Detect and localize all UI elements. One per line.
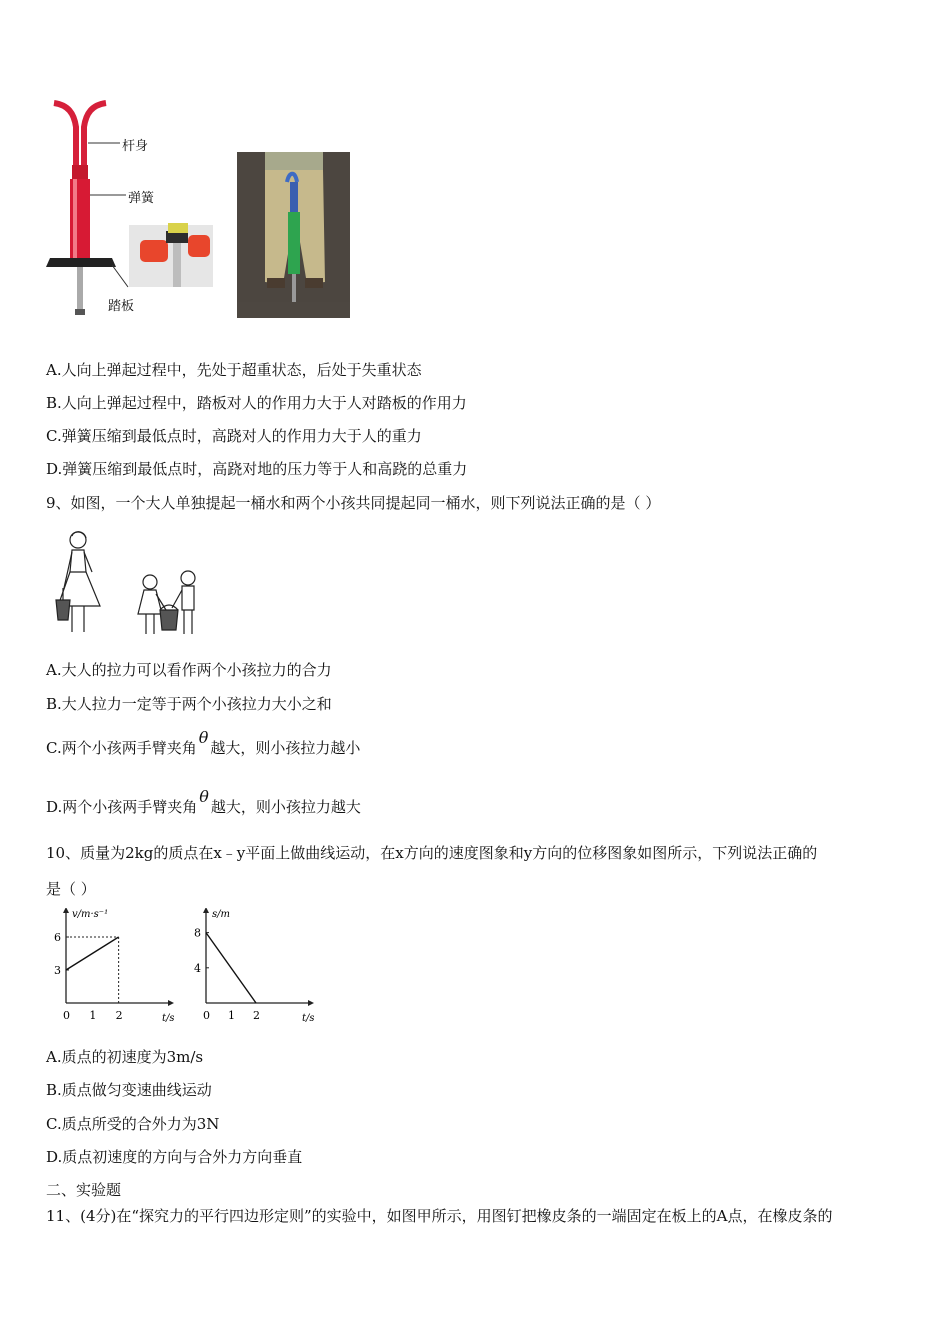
displacement-time-chart	[186, 908, 314, 1026]
theta-symbol: θ	[199, 787, 209, 806]
photo-drawing	[237, 152, 350, 318]
q9-stem: 9、如图，一个大人单独提起一桶水和两个小孩共同提起同一桶水，则下列说法正确的是（ ）	[46, 494, 661, 512]
x-axis-arrow	[168, 1000, 174, 1006]
q9-option-c-pre: C.两个小孩两手臂夹角	[46, 739, 197, 757]
q10-option-a: A.质点的初速度为3m/s	[46, 1048, 204, 1066]
x-axis-label: t/s	[302, 1013, 314, 1024]
q9-option-b: B.大人拉力一定等于两个小孩拉力大小之和	[46, 695, 332, 713]
q8-option-a: A.人向上弹起过程中，先处于超重状态，后处于失重状态	[46, 361, 422, 379]
pogo-stick-drawing	[40, 95, 220, 325]
x-axis-arrow	[308, 1000, 314, 1006]
q9-option-c	[46, 728, 361, 758]
q11-stem: 11、(4分)在“探究力的平行四边形定则”的实验中，如图甲所示，用图钉把橡皮条的一端固定在板上的A点，在橡皮条的	[46, 1207, 833, 1225]
velocity-chart-svg	[46, 908, 174, 1026]
y-tick-label: 4	[194, 961, 201, 975]
q10-stem-line1: 10、质量为2kg的质点在x﹣y平面上做曲线运动，在x方向的速度图象和y方向的位移图象如图所示，下列说法正确的	[46, 844, 818, 862]
q10-stem-line2: 是（ ）	[46, 880, 96, 898]
q8-option-c: C.弹簧压缩到最低点时，高跷对人的作用力大于人的重力	[46, 427, 422, 445]
y-axis-label: s/m	[212, 909, 230, 920]
q8-option-b: B.人向上弹起过程中，踏板对人的作用力大于人对踏板的作用力	[46, 394, 467, 412]
pogo-stick-figure	[40, 95, 220, 325]
q9-option-a: A.大人的拉力可以看作两个小孩拉力的合力	[46, 661, 332, 679]
series-line	[66, 937, 119, 970]
pogo-person-photo	[237, 152, 350, 318]
label-pedal: 踏板	[108, 299, 135, 314]
x-tick-label: 1	[228, 1009, 235, 1022]
velocity-time-chart	[46, 908, 174, 1026]
x-axis-label: t/s	[162, 1013, 174, 1024]
label-pole: 杆身	[122, 139, 149, 154]
q10-option-d: D.质点初速度的方向与合外力方向垂直	[46, 1148, 303, 1166]
y-tick-label: 3	[54, 964, 61, 977]
displacement-chart-svg	[186, 908, 314, 1026]
x-tick-label: 2	[253, 1009, 260, 1022]
q8-option-d: D.弹簧压缩到最低点时，高跷对地的压力等于人和高跷的总重力	[46, 460, 468, 478]
q9-option-d	[46, 787, 361, 817]
x-tick-label: 0	[203, 1009, 210, 1022]
y-axis-label: v/m·s⁻¹	[72, 909, 109, 920]
series-line	[206, 933, 256, 1003]
adult-children-bucket-figure	[48, 528, 200, 640]
bucket-drawing	[48, 528, 200, 640]
x-tick-label: 1	[89, 1009, 97, 1022]
q10-option-c: C.质点所受的合外力为3N	[46, 1115, 220, 1133]
label-spring: 弹簧	[128, 191, 155, 206]
q9-option-d-pre: D.两个小孩两手臂夹角	[46, 798, 198, 816]
q9-option-c-post: 越大，则小孩拉力越小	[210, 739, 361, 757]
y-tick-label: 8	[194, 926, 201, 940]
q10-option-b: B.质点做匀变速曲线运动	[46, 1081, 212, 1099]
q9-option-d-post: 越大，则小孩拉力越大	[210, 798, 361, 816]
x-tick-label: 0	[63, 1009, 70, 1022]
section-heading-experiment: 二、实验题	[46, 1181, 122, 1199]
x-tick-label: 2	[115, 1009, 123, 1022]
theta-symbol: θ	[198, 728, 209, 747]
y-axis-arrow	[63, 908, 69, 913]
y-tick-label: 6	[54, 931, 61, 944]
y-axis-arrow	[203, 908, 209, 913]
